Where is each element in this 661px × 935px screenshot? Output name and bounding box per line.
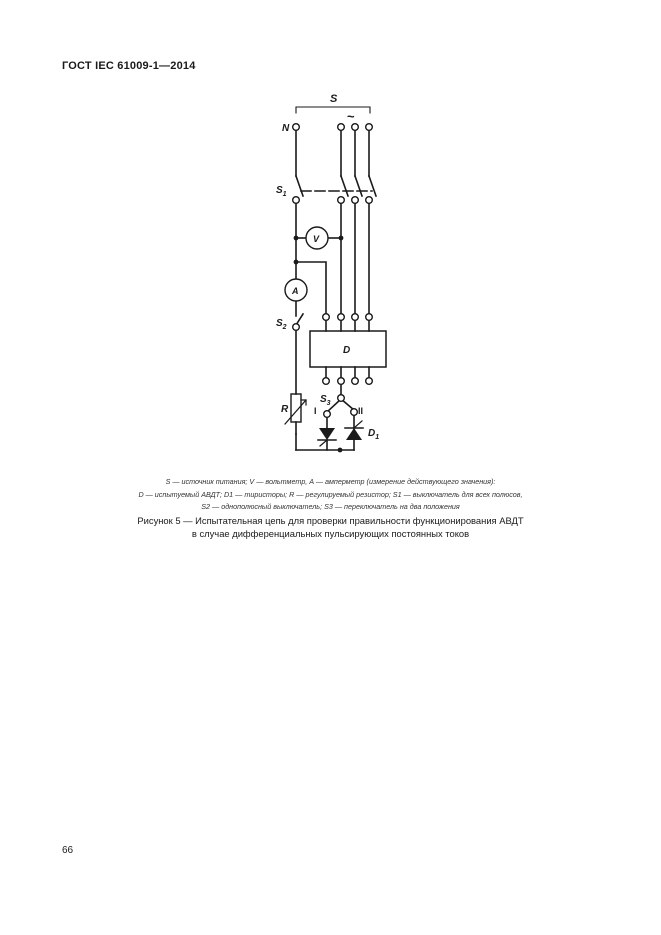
- label-position-1: I: [314, 406, 317, 416]
- label-resistor: R: [281, 404, 289, 415]
- caption-line: Рисунок 5 — Испытательная цепь для проверки правильности функционирования АВДТ: [137, 515, 524, 526]
- source-bracket: [296, 107, 370, 113]
- label-source: S: [330, 93, 338, 105]
- label-neutral: N: [282, 123, 290, 134]
- label-tilde: ~: [347, 109, 355, 124]
- label-s3: $S_3$: [320, 394, 331, 407]
- legend-line: S — источник питания; V — вольтметр, A — амперметр (измерение действующего значения):: [165, 477, 496, 486]
- legend-line: D — испытуемый АВДТ; D1 — тиристоры; R — регулируемый резистор; S1 — выключатель для всех полюсов,: [138, 489, 523, 499]
- legend-line: S2 — однополюсный выключатель; S3 — переключатель на два положения: [201, 502, 460, 511]
- label-ammeter: A: [292, 286, 299, 296]
- label-s1: $S_1$: [276, 185, 287, 198]
- thyristor-left: [319, 428, 335, 440]
- label-position-2: II: [358, 406, 364, 416]
- label-device: D: [343, 345, 351, 356]
- page-number: 66: [62, 845, 74, 856]
- label-thyristor: $D_1$: [368, 428, 380, 441]
- caption-line: в случае дифференциальных пульсирующих постоянных токов: [191, 528, 470, 539]
- label-s2: $S_2$: [276, 318, 287, 331]
- document-header: ГОСТ IEC 61009-1—2014: [62, 60, 196, 72]
- figure-legend: [60, 476, 601, 514]
- figure-caption: [60, 514, 601, 540]
- label-voltmeter: V: [313, 234, 320, 244]
- thyristor-right: [346, 428, 362, 440]
